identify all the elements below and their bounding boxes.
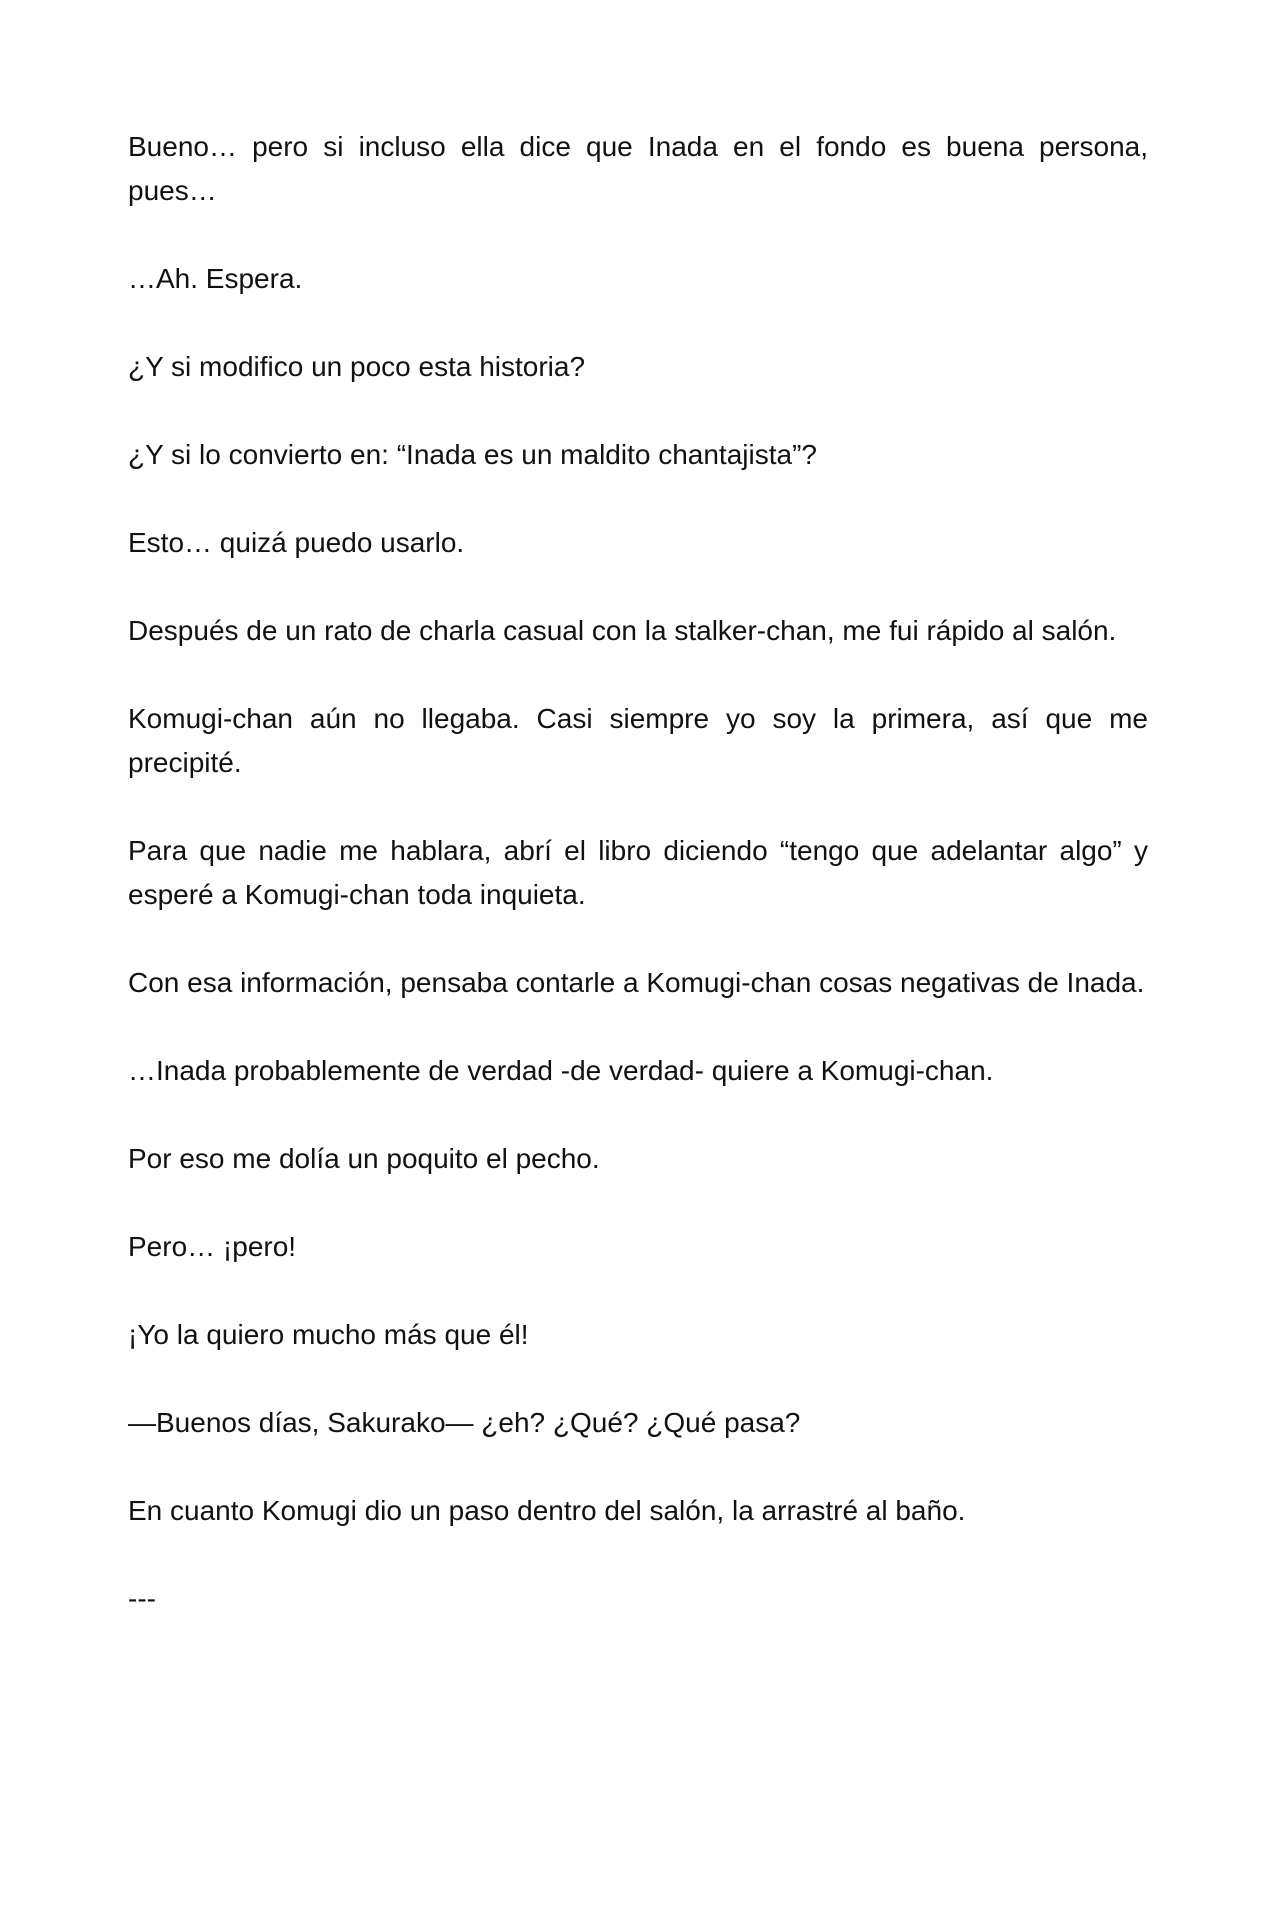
paragraph: Por eso me dolía un poquito el pecho. <box>128 1143 600 1174</box>
paragraph: ¿Y si lo convierto en: “Inada es un maldito chantajista”? <box>128 439 817 470</box>
paragraph: ¿Y si modifico un poco esta historia? <box>128 351 586 382</box>
section-separator: --- <box>128 1583 156 1614</box>
paragraph: Con esa información, pensaba contarle a Komugi-chan cosas negativas de Inada. <box>128 967 1145 998</box>
paragraph: …Inada probablemente de verdad -de verdad- quiere a Komugi-chan. <box>128 1055 994 1086</box>
paragraph: Esto… quizá puedo usarlo. <box>128 527 465 558</box>
paragraph: En cuanto Komugi dio un paso dentro del salón, la arrastré al baño. <box>128 1495 966 1526</box>
paragraph: —Buenos días, Sakurako— ¿eh? ¿Qué? ¿Qué pasa? <box>128 1407 801 1438</box>
paragraph: Komugi-chan aún no llegaba. Casi siempre yo soy la primera, así que me precipité. <box>128 703 1148 778</box>
paragraph: Pero… ¡pero! <box>128 1231 297 1262</box>
paragraph: Después de un rato de charla casual con la stalker-chan, me fui rápido al salón. <box>128 615 1117 646</box>
paragraph: …Ah. Espera. <box>128 263 303 294</box>
paragraph: ¡Yo la quiero mucho más que él! <box>128 1319 529 1350</box>
paragraph: Bueno… pero si incluso ella dice que Inada en el fondo es buena persona, pues… <box>128 131 1148 206</box>
paragraph: Para que nadie me hablara, abrí el libro diciendo “tengo que adelantar algo” y esperé a Komugi-chan toda inquieta. <box>128 835 1148 910</box>
